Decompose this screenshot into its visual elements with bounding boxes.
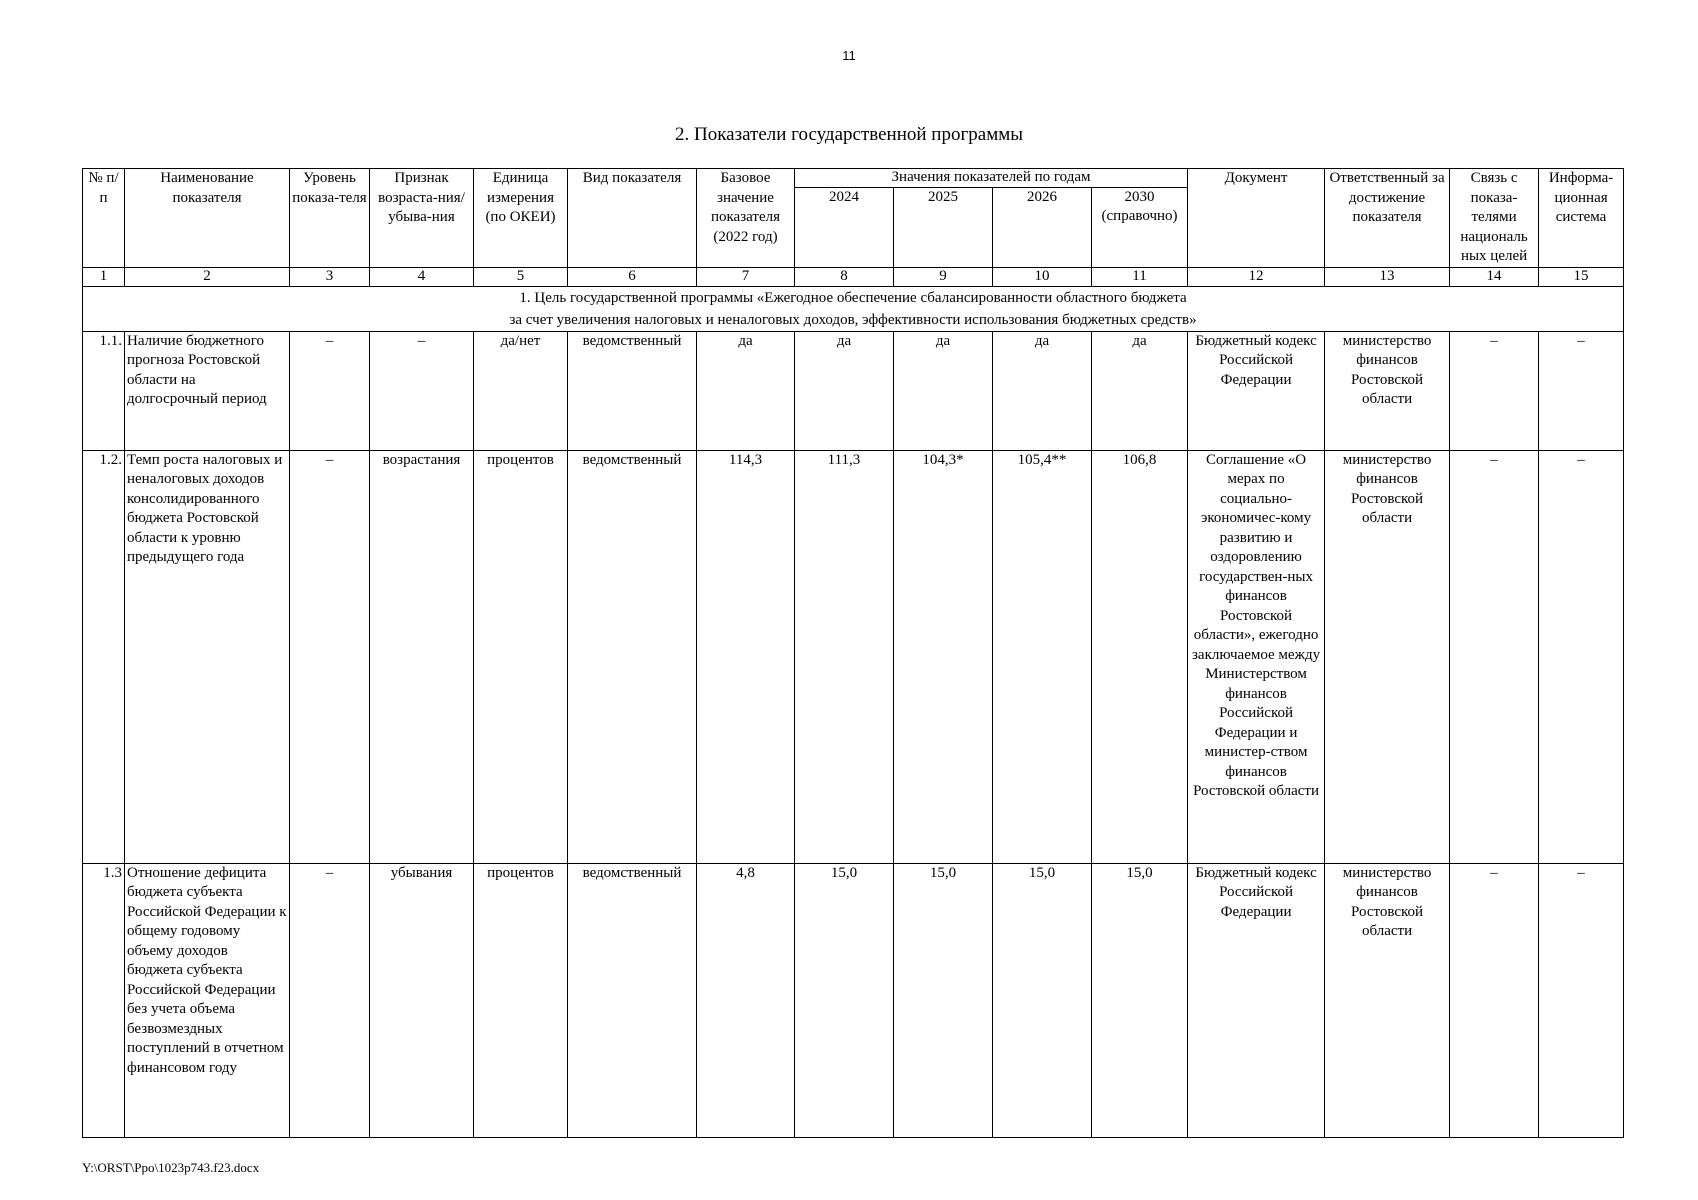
footer-file-path: Y:\ORST\Ppo\1023p743.f23.docx [82, 1160, 260, 1175]
indicator-value-2030: да [1092, 331, 1188, 450]
indicator-value-2030: 106,8 [1092, 450, 1188, 863]
column-number: 2 [125, 267, 290, 286]
indicator-responsible: министерство финансов Ростовской области [1325, 863, 1450, 1137]
indicator-sign: – [370, 331, 474, 450]
indicator-value-2026: да [993, 331, 1092, 450]
section-title: 2. Показатели государственной программы [674, 124, 1024, 145]
goal-cell [83, 286, 1624, 331]
indicator-info-system: – [1539, 863, 1624, 1137]
column-number: 4 [370, 267, 474, 286]
header-years-group: Значения показателей по годам [795, 169, 1188, 188]
indicator-name: Темп роста налоговых и неналоговых доходов консолидированного бюджета Ростовской области к уровню предыдущего года [125, 450, 290, 863]
indicator-level: – [290, 331, 370, 450]
indicator-responsible: министерство финансов Ростовской области [1325, 331, 1450, 450]
indicator-value-2026: 15,0 [993, 863, 1092, 1137]
indicator-responsible: министерство финансов Ростовской области [1325, 450, 1450, 863]
header-col-kind: Вид показателя [568, 169, 697, 268]
column-number: 12 [1188, 267, 1325, 286]
column-number: 15 [1539, 267, 1624, 286]
goal-row [83, 286, 1624, 331]
goal-line-1: 1. Цель государственной программы «Ежегодное обеспечение сбалансированности областного бюджета [519, 289, 1187, 306]
indicator-unit: да/нет [474, 331, 568, 450]
indicator-info-system: – [1539, 331, 1624, 450]
column-number: 6 [568, 267, 697, 286]
indicator-national-link: – [1450, 331, 1539, 450]
column-number: 10 [993, 267, 1092, 286]
indicator-name: Отношение дефицита бюджета субъекта Российской Федерации к общему годовому объему доходов бюджета субъекта Российской Федерации без учета объема безвозмездных поступлений в отчетном финансовом году [125, 863, 290, 1137]
header-year-2025: 2025 [894, 187, 993, 267]
header-row-top [83, 169, 1624, 188]
header-year-2024: 2024 [795, 187, 894, 267]
indicator-document: Соглашение «О мерах по социально-экономичес-кому развитию и оздоровлению государствен-ных финансов Ростовской области», ежегодно заключаемое между Министерством финансов Российской Федерации и министер-ством финансов Ростовской области [1188, 450, 1325, 863]
row-number: 1.2. [83, 450, 125, 863]
indicators-table-wrapper [82, 168, 1623, 1138]
indicator-document: Бюджетный кодекс Российской Федерации [1188, 331, 1325, 450]
header-col-number: № п/п [83, 169, 125, 268]
column-number: 5 [474, 267, 568, 286]
page-number: 11 [842, 48, 856, 63]
indicator-value-2026: 105,4** [993, 450, 1092, 863]
table-row [83, 863, 1624, 1137]
row-number: 1.1. [83, 331, 125, 450]
column-number: 14 [1450, 267, 1539, 286]
column-number: 7 [697, 267, 795, 286]
indicator-value-2025: 104,3* [894, 450, 993, 863]
column-numbers-row [83, 267, 1624, 286]
header-col-document: Документ [1188, 169, 1325, 268]
indicator-base-value: 4,8 [697, 863, 795, 1137]
indicator-kind: ведомственный [568, 863, 697, 1137]
header-year-2030: 2030 (справочно) [1092, 187, 1188, 267]
indicator-value-2025: 15,0 [894, 863, 993, 1137]
indicator-unit: процентов [474, 450, 568, 863]
column-number: 11 [1092, 267, 1188, 286]
header-year-2026: 2026 [993, 187, 1092, 267]
indicator-name: Наличие бюджетного прогноза Ростовской области на долгосрочный период [125, 331, 290, 450]
indicator-sign: возрастания [370, 450, 474, 863]
column-number: 8 [795, 267, 894, 286]
indicator-base-value: 114,3 [697, 450, 795, 863]
header-col-name: Наименование показателя [125, 169, 290, 268]
indicator-value-2024: 15,0 [795, 863, 894, 1137]
indicator-base-value: да [697, 331, 795, 450]
header-col-link: Связь с показа-телями националь ных целей [1450, 169, 1539, 268]
goal-line-2: за счет увеличения налоговых и неналоговых доходов, эффективности использования бюджетных средств» [509, 311, 1197, 328]
indicator-level: – [290, 450, 370, 863]
indicator-level: – [290, 863, 370, 1137]
indicator-kind: ведомственный [568, 331, 697, 450]
indicator-info-system: – [1539, 450, 1624, 863]
indicator-sign: убывания [370, 863, 474, 1137]
column-number: 9 [894, 267, 993, 286]
header-col-base: Базовое значение показателя (2022 год) [697, 169, 795, 268]
indicator-value-2024: 111,3 [795, 450, 894, 863]
column-number: 1 [83, 267, 125, 286]
indicator-kind: ведомственный [568, 450, 697, 863]
header-col-responsible: Ответственный за достижение показателя [1325, 169, 1450, 268]
header-col-system: Информа-ционная система [1539, 169, 1624, 268]
header-col-sign: Признак возраста-ния/убыва-ния [370, 169, 474, 268]
indicators-table [82, 168, 1624, 1138]
indicator-value-2024: да [795, 331, 894, 450]
table-row [83, 331, 1624, 450]
indicator-value-2025: да [894, 331, 993, 450]
indicator-unit: процентов [474, 863, 568, 1137]
column-number: 13 [1325, 267, 1450, 286]
indicator-national-link: – [1450, 450, 1539, 863]
header-col-level: Уровень показа-теля [290, 169, 370, 268]
indicator-value-2030: 15,0 [1092, 863, 1188, 1137]
table-row [83, 450, 1624, 863]
header-col-unit: Единица измерения (по ОКЕИ) [474, 169, 568, 268]
row-number: 1.3 [83, 863, 125, 1137]
indicator-document: Бюджетный кодекс Российской Федерации [1188, 863, 1325, 1137]
column-number: 3 [290, 267, 370, 286]
indicator-national-link: – [1450, 863, 1539, 1137]
